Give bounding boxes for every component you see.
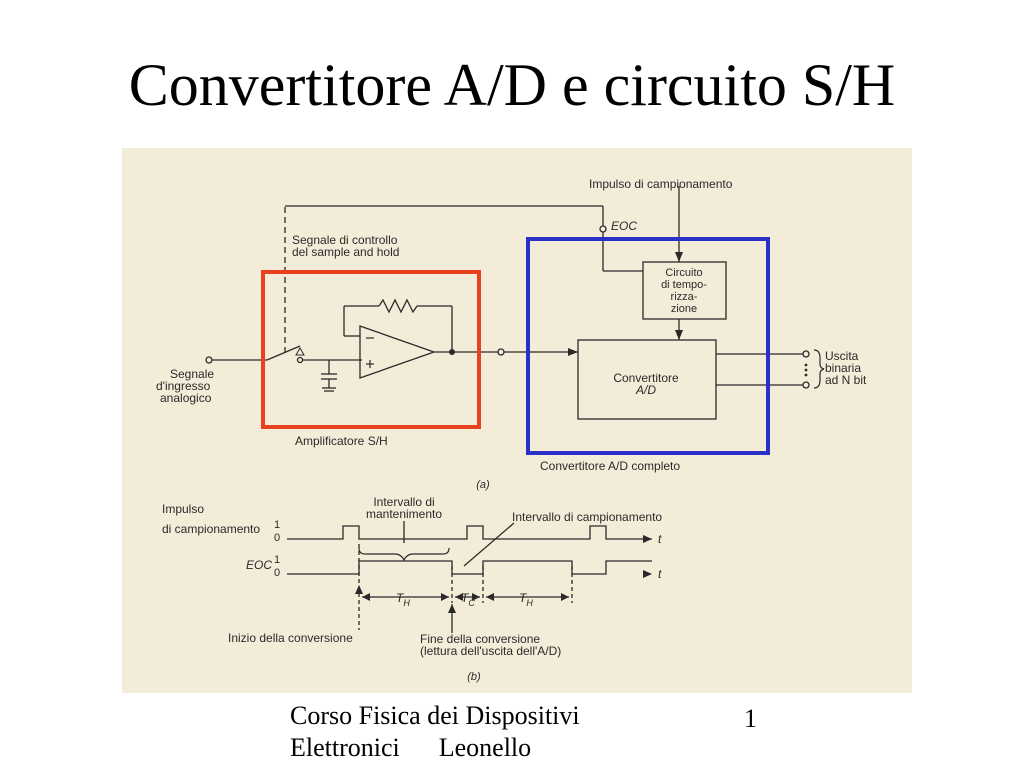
impulso-label: Impulso di campionamento (589, 177, 733, 191)
timing-eoc-label: EOC (246, 558, 273, 572)
sample-hold-ad-figure (122, 148, 912, 693)
input-signal-label-3: analogico (160, 391, 212, 405)
slide-title: Convertitore A/D e circuito S/H (128, 52, 896, 118)
output-label-3: ad N bit (825, 373, 867, 387)
timing-label-1: Circuito (665, 267, 703, 279)
pulse-zero-label: 0 (274, 532, 281, 544)
th-1-sub: H (403, 598, 410, 608)
eoc-label: EOC (611, 219, 638, 233)
timing-impulso-label-2: di campionamento (162, 522, 261, 536)
input-signal-label-2: d'ingresso (156, 379, 211, 393)
end-conversion-label-1: Fine della conversione (420, 632, 541, 646)
page-number: 1 (744, 704, 757, 733)
timing-impulso-label-1: Impulso (162, 502, 205, 516)
tc-sub: C (468, 598, 475, 608)
converter-label-1: Convertitore (613, 371, 679, 385)
timing-label-3: rizza- (670, 291, 698, 303)
th-1-letter: T (396, 591, 404, 605)
timing-label-2: di tempo- (661, 279, 707, 291)
hold-interval-label-1: Intervallo di (373, 495, 435, 509)
footer-gap (400, 733, 439, 762)
start-conversion-label: Inizio della conversione (228, 631, 353, 645)
scanned-paper-background (122, 148, 912, 693)
figure-svg (122, 148, 912, 693)
footer-author: Leonello (438, 733, 532, 762)
timing-label-4: zione (670, 303, 698, 315)
tc-letter: T (461, 591, 469, 605)
sampling-interval-label: Intervallo di campionamento (512, 510, 663, 524)
control-signal-label-1: Segnale di controllo (292, 233, 398, 247)
output-dots (805, 364, 808, 377)
footer-course-end: Elettronici (290, 733, 400, 762)
hold-interval-label-2: mantenimento (365, 507, 443, 521)
control-signal-label-2: del sample and hold (292, 245, 400, 259)
eoc-zero-label: 0 (274, 567, 281, 579)
th-2-sub: H (526, 598, 533, 608)
output-label-2: binaria (825, 361, 862, 375)
footer-line-2 (290, 732, 580, 764)
footer-course (290, 700, 580, 764)
caption-b: (b) (467, 671, 481, 683)
eoc-t-axis-label: t (658, 567, 662, 581)
input-signal-label-1: Segnale (170, 367, 215, 381)
pulse-one-label: 1 (274, 519, 281, 531)
ad-complete-label: Convertitore A/D completo (540, 459, 681, 473)
eoc-one-label: 1 (274, 554, 281, 566)
end-conversion-label-2: (lettura dell'uscita dell'A/D) (420, 644, 562, 658)
sh-amplifier-label: Amplificatore S/H (295, 434, 388, 448)
pulse-t-axis-label: t (658, 532, 662, 546)
footer-line-1: Corso Fisica dei Dispositivi (290, 701, 580, 730)
output-label-1: Uscita (825, 349, 859, 363)
converter-label-2: A/D (635, 383, 657, 397)
th-2-letter: T (519, 591, 527, 605)
caption-a: (a) (476, 479, 490, 491)
